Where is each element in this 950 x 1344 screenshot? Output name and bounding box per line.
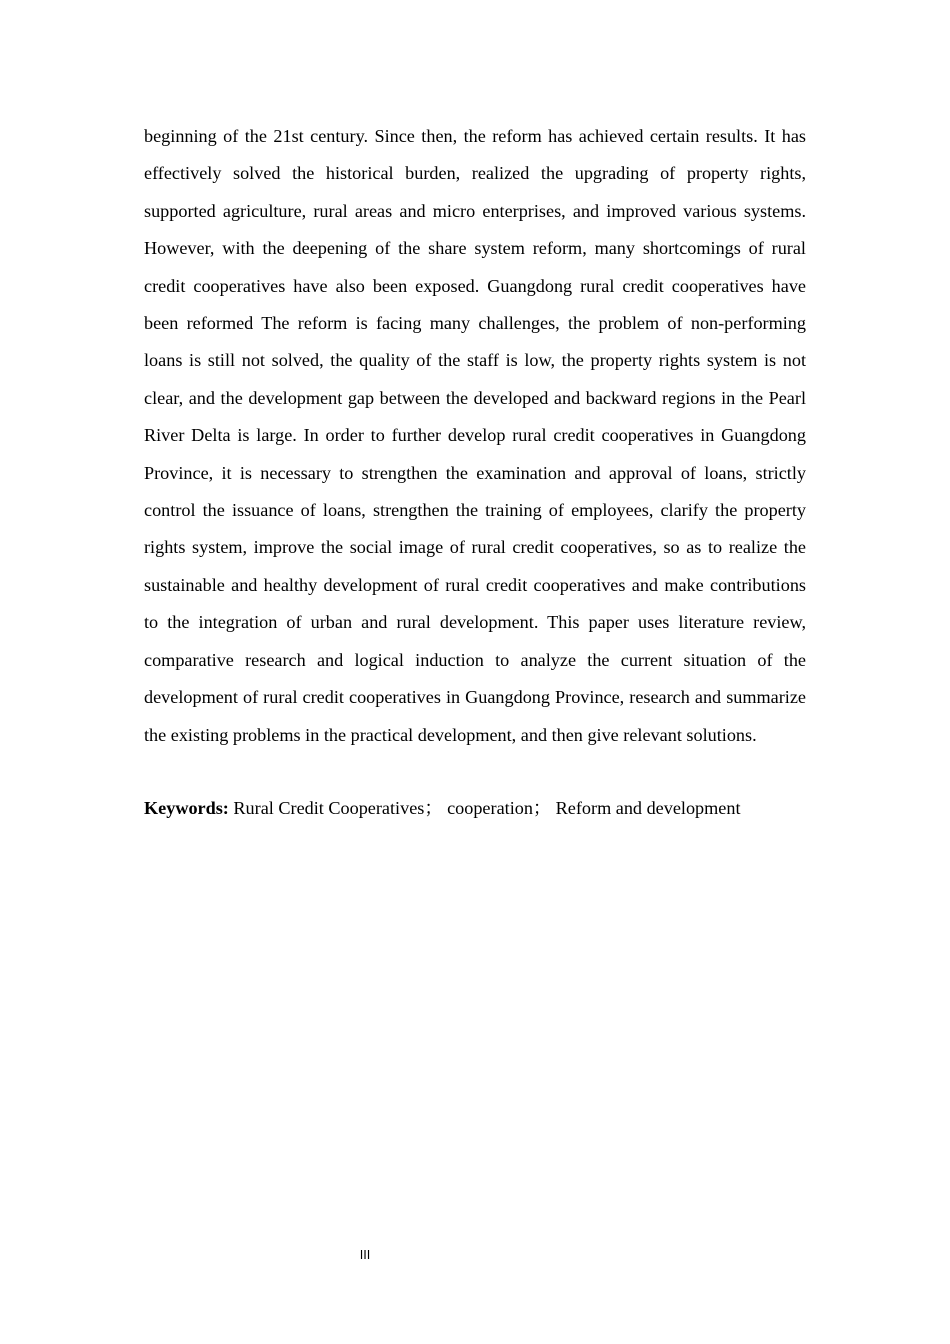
page-number: III [359, 1248, 371, 1262]
abstract-paragraph: beginning of the 21st century. Since then, the reform has achieved certain results. It has effectively solved the historical burden, realized the upgrading of property rights, supported agriculture, rural areas and micro enterprises, and improved various systems. However, with the deepening of the share system reform, many shortcomings of rural credit cooperatives have also been exposed. Guangdong rural credit cooperatives have been reformed The reform is facing many challenges, the problem of non-performing loans is still not solved, the quality of the staff is low, the property rights system is not clear, and the development gap between the developed and backward regions in the Pearl River Delta is large. In order to further develop rural credit cooperatives in Guangdong Province, it is necessary to strengthen the examination and approval of loans, strictly control the issuance of loans, strengthen the training of employees, clarify the property rights system, improve the social image of rural credit cooperatives, so as to realize the sustainable and healthy development of rural credit cooperatives and make contributions to the integration of urban and rural development. This paper uses literature review, comparative research and logical induction to analyze the current situation of the development of rural credit cooperatives in Guangdong Province, research and summarize the existing problems in the practical development, and then give relevant solutions. [144, 126, 806, 745]
keywords-line [144, 790, 806, 827]
keywords-label: Keywords: [144, 798, 229, 818]
keywords-text: Rural Credit Cooperatives； cooperation； Reform and development [228, 798, 741, 818]
